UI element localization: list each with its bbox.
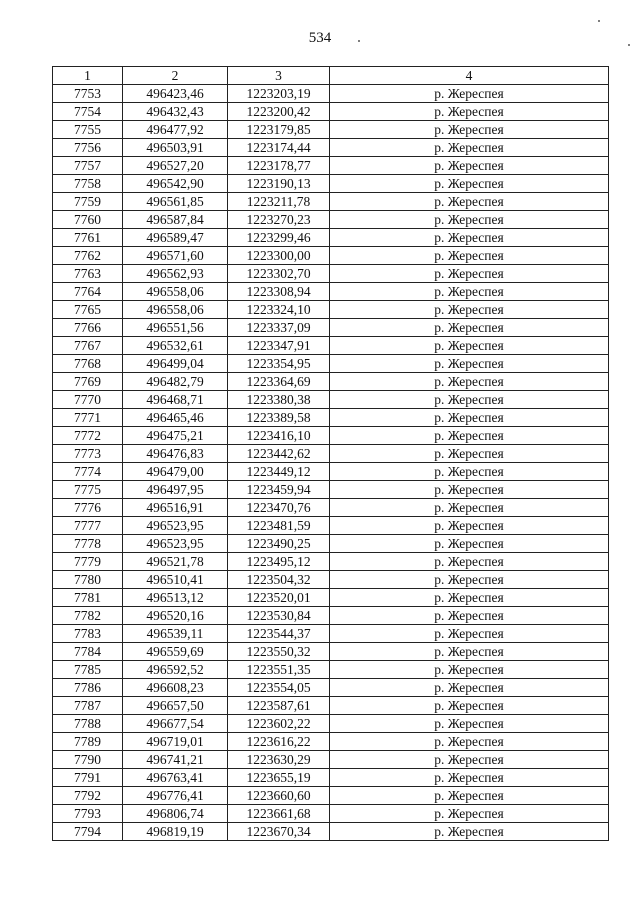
point-number-cell: 7788 — [53, 715, 123, 733]
description-cell: р. Жереспея — [330, 517, 609, 535]
point-number-cell: 7765 — [53, 301, 123, 319]
description-cell: р. Жереспея — [330, 193, 609, 211]
description-cell: р. Жереспея — [330, 589, 609, 607]
x-coordinate-cell: 496523,95 — [123, 517, 228, 535]
description-cell: р. Жереспея — [330, 427, 609, 445]
description-cell: р. Жереспея — [330, 355, 609, 373]
y-coordinate-cell: 1223587,61 — [228, 697, 330, 715]
table-row — [53, 373, 609, 391]
x-coordinate-cell: 496520,16 — [123, 607, 228, 625]
point-number-cell: 7760 — [53, 211, 123, 229]
scan-speck — [358, 40, 360, 42]
x-coordinate-cell: 496479,00 — [123, 463, 228, 481]
point-number-cell: 7754 — [53, 103, 123, 121]
description-cell: р. Жереспея — [330, 103, 609, 121]
table-row — [53, 463, 609, 481]
description-cell: р. Жереспея — [330, 607, 609, 625]
table-row — [53, 517, 609, 535]
column-header-2: 2 — [123, 67, 228, 85]
y-coordinate-cell: 1223179,85 — [228, 121, 330, 139]
x-coordinate-cell: 496532,61 — [123, 337, 228, 355]
point-number-cell: 7780 — [53, 571, 123, 589]
table-row — [53, 427, 609, 445]
x-coordinate-cell: 496475,21 — [123, 427, 228, 445]
description-cell: р. Жереспея — [330, 463, 609, 481]
page-number: 534 — [308, 30, 332, 46]
x-coordinate-cell: 496516,91 — [123, 499, 228, 517]
y-coordinate-cell: 1223337,09 — [228, 319, 330, 337]
table-row — [53, 805, 609, 823]
point-number-cell: 7775 — [53, 481, 123, 499]
description-cell: р. Жереспея — [330, 229, 609, 247]
table-row — [53, 247, 609, 265]
x-coordinate-cell: 496719,01 — [123, 733, 228, 751]
x-coordinate-cell: 496657,50 — [123, 697, 228, 715]
point-number-cell: 7783 — [53, 625, 123, 643]
point-number-cell: 7767 — [53, 337, 123, 355]
table-row — [53, 661, 609, 679]
table-row — [53, 769, 609, 787]
table-row — [53, 175, 609, 193]
table-row — [53, 679, 609, 697]
table-row — [53, 535, 609, 553]
x-coordinate-cell: 496432,43 — [123, 103, 228, 121]
y-coordinate-cell: 1223459,94 — [228, 481, 330, 499]
y-coordinate-cell: 1223481,59 — [228, 517, 330, 535]
y-coordinate-cell: 1223660,60 — [228, 787, 330, 805]
table-row — [53, 193, 609, 211]
y-coordinate-cell: 1223550,32 — [228, 643, 330, 661]
point-number-cell: 7793 — [53, 805, 123, 823]
point-number-cell: 7756 — [53, 139, 123, 157]
y-coordinate-cell: 1223504,32 — [228, 571, 330, 589]
y-coordinate-cell: 1223449,12 — [228, 463, 330, 481]
table-body — [53, 85, 609, 841]
y-coordinate-cell: 1223520,01 — [228, 589, 330, 607]
x-coordinate-cell: 496476,83 — [123, 445, 228, 463]
table-row — [53, 355, 609, 373]
description-cell: р. Жереспея — [330, 445, 609, 463]
x-coordinate-cell: 496510,41 — [123, 571, 228, 589]
description-cell: р. Жереспея — [330, 481, 609, 499]
point-number-cell: 7764 — [53, 283, 123, 301]
description-cell: р. Жереспея — [330, 715, 609, 733]
description-cell: р. Жереспея — [330, 823, 609, 841]
table-row — [53, 391, 609, 409]
y-coordinate-cell: 1223200,42 — [228, 103, 330, 121]
point-number-cell: 7755 — [53, 121, 123, 139]
coordinates-table — [52, 66, 609, 841]
column-header-3: 3 — [228, 67, 330, 85]
y-coordinate-cell: 1223308,94 — [228, 283, 330, 301]
description-cell: р. Жереспея — [330, 733, 609, 751]
y-coordinate-cell: 1223203,19 — [228, 85, 330, 103]
table-row — [53, 445, 609, 463]
description-cell: р. Жереспея — [330, 535, 609, 553]
table-header-row — [53, 67, 609, 85]
y-coordinate-cell: 1223470,76 — [228, 499, 330, 517]
point-number-cell: 7771 — [53, 409, 123, 427]
point-number-cell: 7774 — [53, 463, 123, 481]
x-coordinate-cell: 496503,91 — [123, 139, 228, 157]
y-coordinate-cell: 1223655,19 — [228, 769, 330, 787]
table-row — [53, 85, 609, 103]
point-number-cell: 7770 — [53, 391, 123, 409]
description-cell: р. Жереспея — [330, 409, 609, 427]
description-cell: р. Жереспея — [330, 625, 609, 643]
table-row — [53, 715, 609, 733]
y-coordinate-cell: 1223490,25 — [228, 535, 330, 553]
y-coordinate-cell: 1223174,44 — [228, 139, 330, 157]
point-number-cell: 7776 — [53, 499, 123, 517]
description-cell: р. Жереспея — [330, 751, 609, 769]
table-row — [53, 697, 609, 715]
table-row — [53, 733, 609, 751]
x-coordinate-cell: 496542,90 — [123, 175, 228, 193]
point-number-cell: 7791 — [53, 769, 123, 787]
description-cell: р. Жереспея — [330, 175, 609, 193]
description-cell: р. Жереспея — [330, 553, 609, 571]
x-coordinate-cell: 496551,56 — [123, 319, 228, 337]
x-coordinate-cell: 496482,79 — [123, 373, 228, 391]
scan-speck — [598, 20, 600, 22]
x-coordinate-cell: 496763,41 — [123, 769, 228, 787]
x-coordinate-cell: 496423,46 — [123, 85, 228, 103]
point-number-cell: 7766 — [53, 319, 123, 337]
y-coordinate-cell: 1223544,37 — [228, 625, 330, 643]
point-number-cell: 7762 — [53, 247, 123, 265]
table-row — [53, 265, 609, 283]
description-cell: р. Жереспея — [330, 337, 609, 355]
point-number-cell: 7773 — [53, 445, 123, 463]
table-row — [53, 481, 609, 499]
description-cell: р. Жереспея — [330, 679, 609, 697]
table-row — [53, 607, 609, 625]
x-coordinate-cell: 496571,60 — [123, 247, 228, 265]
x-coordinate-cell: 496592,52 — [123, 661, 228, 679]
point-number-cell: 7784 — [53, 643, 123, 661]
table-row — [53, 103, 609, 121]
x-coordinate-cell: 496558,06 — [123, 283, 228, 301]
y-coordinate-cell: 1223416,10 — [228, 427, 330, 445]
x-coordinate-cell: 496499,04 — [123, 355, 228, 373]
y-coordinate-cell: 1223354,95 — [228, 355, 330, 373]
table-row — [53, 121, 609, 139]
y-coordinate-cell: 1223178,77 — [228, 157, 330, 175]
y-coordinate-cell: 1223442,62 — [228, 445, 330, 463]
x-coordinate-cell: 496523,95 — [123, 535, 228, 553]
y-coordinate-cell: 1223347,91 — [228, 337, 330, 355]
description-cell: р. Жереспея — [330, 643, 609, 661]
x-coordinate-cell: 496589,47 — [123, 229, 228, 247]
point-number-cell: 7768 — [53, 355, 123, 373]
point-number-cell: 7785 — [53, 661, 123, 679]
x-coordinate-cell: 496468,71 — [123, 391, 228, 409]
point-number-cell: 7761 — [53, 229, 123, 247]
point-number-cell: 7759 — [53, 193, 123, 211]
y-coordinate-cell: 1223364,69 — [228, 373, 330, 391]
point-number-cell: 7786 — [53, 679, 123, 697]
table-row — [53, 319, 609, 337]
x-coordinate-cell: 496806,74 — [123, 805, 228, 823]
y-coordinate-cell: 1223630,29 — [228, 751, 330, 769]
point-number-cell: 7792 — [53, 787, 123, 805]
y-coordinate-cell: 1223551,35 — [228, 661, 330, 679]
description-cell: р. Жереспея — [330, 805, 609, 823]
description-cell: р. Жереспея — [330, 571, 609, 589]
point-number-cell: 7781 — [53, 589, 123, 607]
x-coordinate-cell: 496527,20 — [123, 157, 228, 175]
x-coordinate-cell: 496539,11 — [123, 625, 228, 643]
x-coordinate-cell: 496608,23 — [123, 679, 228, 697]
table-row — [53, 409, 609, 427]
x-coordinate-cell: 496465,46 — [123, 409, 228, 427]
y-coordinate-cell: 1223380,38 — [228, 391, 330, 409]
point-number-cell: 7789 — [53, 733, 123, 751]
table-row — [53, 301, 609, 319]
x-coordinate-cell: 496741,21 — [123, 751, 228, 769]
table-row — [53, 751, 609, 769]
description-cell: р. Жереспея — [330, 769, 609, 787]
table-row — [53, 643, 609, 661]
y-coordinate-cell: 1223270,23 — [228, 211, 330, 229]
table-row — [53, 823, 609, 841]
x-coordinate-cell: 496521,78 — [123, 553, 228, 571]
x-coordinate-cell: 496559,69 — [123, 643, 228, 661]
description-cell: р. Жереспея — [330, 157, 609, 175]
y-coordinate-cell: 1223661,68 — [228, 805, 330, 823]
point-number-cell: 7763 — [53, 265, 123, 283]
y-coordinate-cell: 1223602,22 — [228, 715, 330, 733]
y-coordinate-cell: 1223211,78 — [228, 193, 330, 211]
y-coordinate-cell: 1223530,84 — [228, 607, 330, 625]
table-row — [53, 553, 609, 571]
point-number-cell: 7794 — [53, 823, 123, 841]
description-cell: р. Жереспея — [330, 787, 609, 805]
description-cell: р. Жереспея — [330, 247, 609, 265]
description-cell: р. Жереспея — [330, 319, 609, 337]
description-cell: р. Жереспея — [330, 139, 609, 157]
point-number-cell: 7778 — [53, 535, 123, 553]
x-coordinate-cell: 496677,54 — [123, 715, 228, 733]
y-coordinate-cell: 1223616,22 — [228, 733, 330, 751]
x-coordinate-cell: 496587,84 — [123, 211, 228, 229]
y-coordinate-cell: 1223389,58 — [228, 409, 330, 427]
description-cell: р. Жереспея — [330, 697, 609, 715]
y-coordinate-cell: 1223300,00 — [228, 247, 330, 265]
column-header-4: 4 — [330, 67, 609, 85]
x-coordinate-cell: 496497,95 — [123, 481, 228, 499]
column-header-1: 1 — [53, 67, 123, 85]
x-coordinate-cell: 496561,85 — [123, 193, 228, 211]
point-number-cell: 7769 — [53, 373, 123, 391]
point-number-cell: 7787 — [53, 697, 123, 715]
point-number-cell: 7758 — [53, 175, 123, 193]
description-cell: р. Жереспея — [330, 283, 609, 301]
table-row — [53, 283, 609, 301]
table-row — [53, 625, 609, 643]
description-cell: р. Жереспея — [330, 301, 609, 319]
description-cell: р. Жереспея — [330, 391, 609, 409]
y-coordinate-cell: 1223299,46 — [228, 229, 330, 247]
x-coordinate-cell: 496477,92 — [123, 121, 228, 139]
table-row — [53, 499, 609, 517]
x-coordinate-cell: 496819,19 — [123, 823, 228, 841]
x-coordinate-cell: 496776,41 — [123, 787, 228, 805]
point-number-cell: 7772 — [53, 427, 123, 445]
description-cell: р. Жереспея — [330, 211, 609, 229]
y-coordinate-cell: 1223302,70 — [228, 265, 330, 283]
description-cell: р. Жереспея — [330, 661, 609, 679]
point-number-cell: 7777 — [53, 517, 123, 535]
y-coordinate-cell: 1223554,05 — [228, 679, 330, 697]
point-number-cell: 7790 — [53, 751, 123, 769]
scan-speck — [628, 44, 630, 46]
y-coordinate-cell: 1223670,34 — [228, 823, 330, 841]
description-cell: р. Жереспея — [330, 373, 609, 391]
y-coordinate-cell: 1223495,12 — [228, 553, 330, 571]
table-row — [53, 589, 609, 607]
point-number-cell: 7757 — [53, 157, 123, 175]
x-coordinate-cell: 496558,06 — [123, 301, 228, 319]
table-row — [53, 571, 609, 589]
table-row — [53, 139, 609, 157]
point-number-cell: 7753 — [53, 85, 123, 103]
table-row — [53, 787, 609, 805]
description-cell: р. Жереспея — [330, 499, 609, 517]
table-row — [53, 157, 609, 175]
table-row — [53, 337, 609, 355]
table-row — [53, 211, 609, 229]
description-cell: р. Жереспея — [330, 85, 609, 103]
point-number-cell: 7782 — [53, 607, 123, 625]
point-number-cell: 7779 — [53, 553, 123, 571]
description-cell: р. Жереспея — [330, 265, 609, 283]
x-coordinate-cell: 496513,12 — [123, 589, 228, 607]
y-coordinate-cell: 1223324,10 — [228, 301, 330, 319]
description-cell: р. Жереспея — [330, 121, 609, 139]
x-coordinate-cell: 496562,93 — [123, 265, 228, 283]
y-coordinate-cell: 1223190,13 — [228, 175, 330, 193]
table-row — [53, 229, 609, 247]
